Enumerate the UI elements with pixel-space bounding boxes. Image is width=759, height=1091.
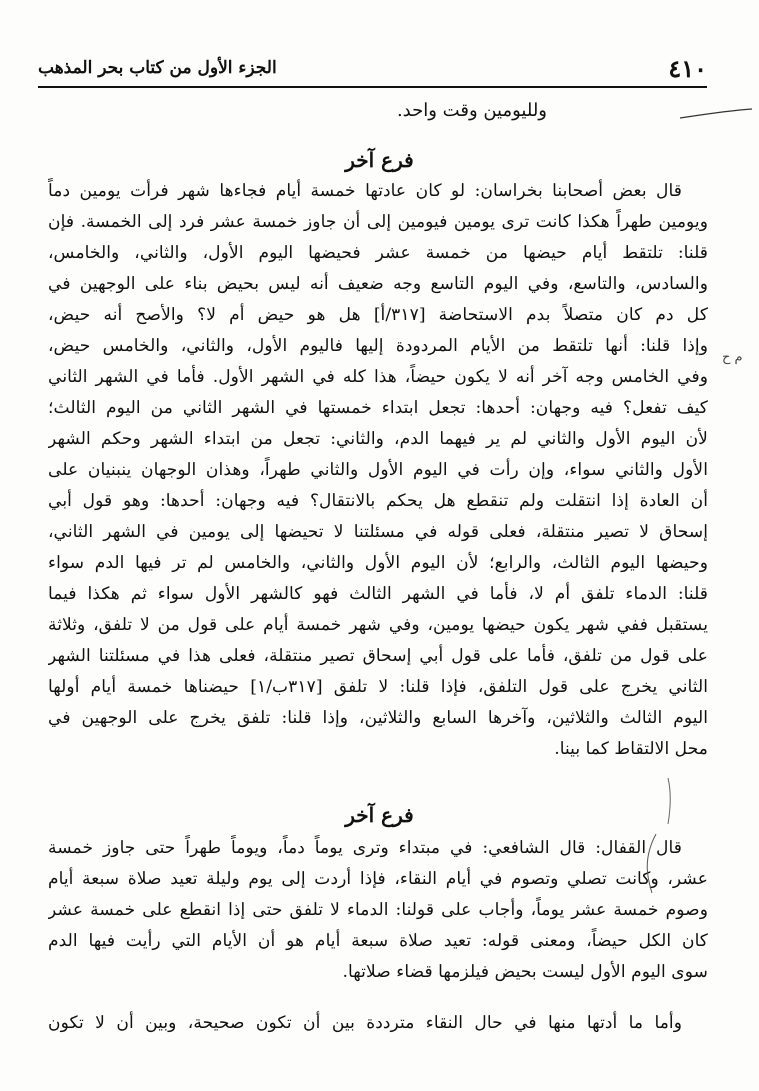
text-line: قلنا: تلتقط أيام حيضها من خمسة عشر فحيضها اليوم الأول، والثاني، والخامس، [48,243,708,263]
margin-note: م ح [722,350,743,365]
text-line: كيف تفعل؟ فيه وجهان: أحدها: تجعل ابتداء خمستها في الشهر الثاني من اليوم الثالث؛ [48,398,708,418]
text-line: كان الكل حيضاً، ومعنى قوله: تعيد صلاة سبعة أيام هو أن الأيام التي رأيت فيها الدم [48,931,708,951]
margin-pointer-line [680,109,752,118]
text-line: سوى اليوم الأول ليست بحيض فيلزمها قضاء صلاتها. [342,962,708,982]
section-2-body [48,833,708,988]
section-heading-1: فرع آخر [345,148,414,172]
text-line: الأول والثاني سواء، وإن رأت في اليوم الأول والثاني طهراً، وهذان الوجهان ينبنيان على [48,460,708,480]
text-line: وفي الخامس وجه آخر أنه لا يكون حيضاً، هذا كله في الشهر الأول. فأما في الشهر الثاني [48,367,708,387]
text-line: وصوم خمسة عشر يوماً، وأجاب على قولنا: الدماء لا تلفق حتى إذا انقطع على خمسة عشر [48,900,708,920]
text-line: أن العادة إذا انتقلت ولم تنقطع هل يحكم بالانتقال؟ فيه وجهان: أحدها: وهو قول أبي [48,491,708,511]
text-line: وإذا قلنا: أنها تلتقط من الأيام المردودة إليها فاليوم الأول، والثاني، والخامس حيض، [48,336,708,356]
section-heading-2: فرع آخر [345,803,414,827]
continuation-line: ولليومين وقت واحد. [396,100,547,121]
text-line: عشر، وكانت تصلي وتصوم في أيام النقاء، فإذا أردت إلى يوم وليلة تعيد صلاة سبعة أيام [48,869,708,889]
text-line: على قول من تلفق، فأما على قول أبي إسحاق تصير منتقلة، فعلى هذا في مسئلتنا الشهر [48,646,708,666]
text-line: قال القفال: قال الشافعي: في مبتداء وترى يوماً دماً، ويوماً طهراً حتى جاوز خمسة [48,838,682,858]
text-line: لأن اليوم الأول والثاني لم ير فيهما الدم، والثاني: تجعل من ابتداء الشهر وحكم الشهر [48,429,708,449]
text-line: والسادس، والتاسع، وفي اليوم التاسع وجه ضعيف أنه ليس بحيض بناء على الوجهين في [48,274,708,294]
section-3-body [48,1008,708,1039]
page-header [38,50,707,88]
text-line: قال بعض أصحابنا بخراسان: لو كان عادتها خمسة أيام فجاءها شهر فرأت يومين دماً [48,181,682,201]
text-line: اليوم الثالث والثلاثين، وآخرها السابع والثلاثين، وإذا قلنا: تلفق يخرج على الوجهين في [48,708,708,728]
text-line: ويومين طهراً هكذا كانت ترى يومين فيومين إلى أن جاوز خمسة عشر فرد إلى الخمسة. فإن [48,212,708,232]
text-line: محل الالتقاط كما بينا. [554,739,708,759]
text-line: يستقبل ففي شهر يكون حيضها يومين، وفي شهر خمسة أيام على قول من لا تلفق، وثلاثة [48,615,708,635]
text-line: كل دم كان متصلاً بدم الاستحاضة [٣١٧/أ] هل هو حيض أم لا؟ والأصح أنه حيض، [48,305,708,325]
section-1-body [48,176,708,765]
text-line: وحيضها اليوم الثالث، والرابع؛ لأن اليوم الأول والثاني، والخامس لم تر فيها الدم سواء [48,553,708,573]
text-line: قلنا: الدماء تلفق أم لا، فأما في الشهر الثالث فهو كالشهر الأول سواء ثم هكذا فيما [48,584,708,604]
page-number: ٤١٠ [668,53,707,83]
text-line: وأما ما أدتها منها في حال النقاء مترددة بين أن تكون صحيحة، وبين أن لا تكون [48,1013,682,1033]
text-line: إسحاق لا تصير منتقلة، فعلى قوله في مسئلتنا لا تحيضها إلى يومين في الشهر الثاني، [48,522,708,542]
running-title: الجزء الأول من كتاب بحر المذهب [38,58,277,78]
text-line: الثاني يخرج على قول التلفق، فإذا قلنا: لا تلفق [٣١٧ب/١] حيضناها خمسة أيام أولها [48,677,708,697]
